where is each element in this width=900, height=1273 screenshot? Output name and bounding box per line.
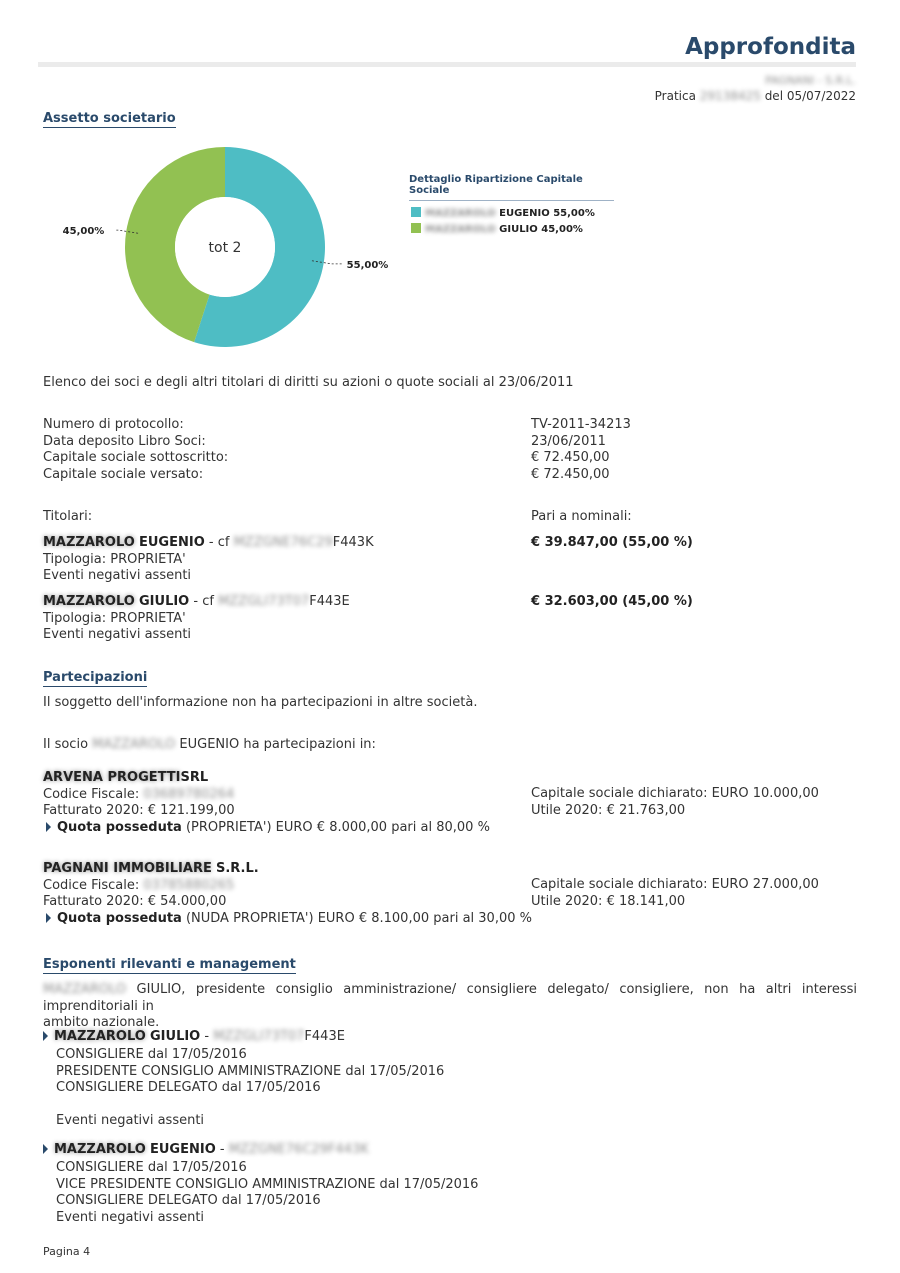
person-eugenio-header: [43, 1142, 369, 1159]
person-giulio-roles: [56, 1047, 444, 1097]
person-surname: MAZZAROLO: [54, 1142, 146, 1157]
titolari-label: Titolari:: [43, 509, 93, 524]
field-value: TV-2011-34213: [531, 417, 631, 432]
ownership-donut-chart: [40, 140, 400, 355]
person-cf-tail: F443E: [304, 1029, 345, 1044]
holder-giulio: [43, 594, 350, 644]
company-fatturato: Fatturato 2020: € 121.199,00: [43, 803, 235, 818]
page-title: Approfondita: [685, 34, 856, 60]
holder-amount-giulio: € 32.603,00 (45,00 %): [531, 594, 693, 609]
legend-label: GIULIO 45,00%: [499, 224, 583, 235]
field-value: € 72.450,00: [531, 450, 610, 465]
company-cf-label: Codice Fiscale:: [43, 877, 140, 893]
company-name-blur: PAGNANI IMMOBILIARE: [43, 861, 212, 876]
pratica-line: [655, 89, 856, 103]
company-capitale: Capitale sociale dichiarato: EURO 27.000,00: [531, 877, 819, 892]
holder-eventi: Eventi negativi assenti: [43, 568, 192, 583]
socio-blur: MAZZAROLO: [92, 737, 176, 752]
quota-text: (NUDA PROPRIETA') EURO € 8.100,00 pari al 30,00 %: [181, 910, 532, 926]
legend-name-blur: MAZZAROLO: [425, 208, 496, 219]
soci-field-values: [531, 417, 631, 483]
person-eugenio-roles: [56, 1160, 478, 1226]
partecipazioni-socio-line: [43, 737, 376, 754]
section-assetto-heading: Assetto societario: [43, 111, 176, 126]
intro-line1: GIULIO, presidente consiglio amministrazione/ consigliere delegato/ consigliere, non ha altri interessi imprenditoriali in: [43, 982, 857, 1014]
field-value: € 72.450,00: [531, 466, 610, 482]
legend-name-blur: MAZZAROLO: [425, 224, 496, 235]
role-line: CONSIGLIERE DELEGATO dal 17/05/2016: [56, 1193, 321, 1208]
person-cf-blur: MZZGLI73T07: [213, 1029, 305, 1044]
intro-blur: MAZZAROLO: [43, 982, 127, 997]
person-cf-blur: MZZGNE76C29F443K: [228, 1142, 369, 1157]
legend-item-giulio: [411, 223, 583, 235]
company-fatturato: Fatturato 2020: € 54.000,00: [43, 894, 227, 909]
header-divider: [38, 62, 856, 67]
holder-name: GIULIO: [139, 594, 190, 609]
company-cf-blur: 03689780264: [143, 786, 235, 802]
company-name-tail: S.R.L.: [215, 861, 259, 876]
holder-surname: MAZZAROLO: [43, 594, 135, 609]
company-1-right: [531, 786, 819, 819]
caret-right-icon: [46, 913, 51, 923]
field-label: Capitale sociale versato:: [43, 466, 204, 482]
slice-percent-label: 45,00%: [62, 226, 105, 238]
field-label: Capitale sociale sottoscritto:: [43, 450, 229, 465]
person-sep: -: [215, 1142, 229, 1157]
person-name: EUGENIO: [150, 1142, 216, 1157]
pratica-number: 29138425: [699, 89, 761, 103]
company-name: PAGNANI - S.R.L.: [765, 74, 856, 87]
quota-label: Quota posseduta: [57, 910, 182, 926]
role-line: CONSIGLIERE dal 17/05/2016: [56, 1047, 247, 1062]
field-label: Data deposito Libro Soci:: [43, 433, 206, 449]
company-capitale: Capitale sociale dichiarato: EURO 10.000,00: [531, 786, 819, 801]
esponenti-intro: [43, 982, 857, 1032]
company-cf-label: Codice Fiscale:: [43, 786, 140, 802]
pratica-label: Pratica: [654, 89, 696, 103]
role-line: PRESIDENTE CONSIGLIO AMMINISTRAZIONE dal 17/05/2016: [56, 1063, 445, 1079]
company-2-right: [531, 877, 819, 910]
socio-prefix: Il socio: [43, 737, 89, 752]
holder-cf-tail: F443K: [332, 535, 374, 550]
person-name: GIULIO: [150, 1029, 201, 1044]
field-value: 23/06/2011: [531, 433, 606, 449]
chart-center-label: tot 2: [208, 240, 242, 256]
holder-tipologia: Tipologia: PROPRIETA': [43, 551, 186, 567]
holder-surname: MAZZAROLO: [43, 535, 135, 550]
caret-right-icon: [43, 1031, 48, 1041]
company-block-2: [43, 861, 532, 927]
role-line: VICE PRESIDENTE CONSIGLIO AMMINISTRAZIONE dal 17/05/2016: [56, 1176, 479, 1192]
role-line: CONSIGLIERE DELEGATO dal 17/05/2016: [56, 1080, 321, 1095]
holder-eugenio: [43, 535, 374, 585]
role-line: CONSIGLIERE dal 17/05/2016: [56, 1160, 247, 1175]
nominali-label: Pari a nominali:: [531, 509, 632, 524]
page-number: Pagina 4: [43, 1245, 91, 1258]
slice-percent-label: 55,00%: [346, 259, 389, 271]
chart-legend-title: Dettaglio Ripartizione Capitale Sociale: [409, 174, 614, 201]
company-block-1: [43, 770, 490, 836]
intro-line2: ambito nazionale.: [43, 1015, 160, 1030]
person-giulio-eventi: Eventi negativi assenti: [56, 1113, 205, 1128]
soci-intro: Elenco dei soci e degli altri titolari di diritti su azioni o quote sociali al 23/06/2011: [43, 375, 574, 390]
holder-cf-label: - cf: [189, 594, 219, 609]
field-label: Numero di protocollo:: [43, 417, 184, 432]
company-utile: Utile 2020: € 21.763,00: [531, 802, 686, 818]
soci-field-labels: [43, 417, 228, 483]
holder-cf-label: - cf: [204, 535, 234, 550]
company-utile: Utile 2020: € 18.141,00: [531, 893, 686, 909]
legend-swatch: [411, 207, 421, 217]
company-name-tail: SRL: [180, 770, 209, 785]
quota-text: (PROPRIETA') EURO € 8.000,00 pari al 80,00 %: [181, 819, 490, 835]
holder-tipologia: Tipologia: PROPRIETA': [43, 610, 186, 626]
holder-amount-eugenio: € 39.847,00 (55,00 %): [531, 535, 693, 550]
section-esponenti-heading: Esponenti rilevanti e management: [43, 957, 296, 972]
caret-right-icon: [43, 1144, 48, 1154]
holder-cf-tail: F443E: [309, 594, 350, 609]
pratica-date: del 05/07/2022: [764, 89, 856, 103]
person-surname: MAZZAROLO: [54, 1029, 146, 1044]
legend-label: EUGENIO 55,00%: [499, 208, 595, 219]
partecipazioni-none: Il soggetto dell'informazione non ha partecipazioni in altre società.: [43, 695, 478, 710]
person-sep: -: [200, 1029, 214, 1044]
caret-right-icon: [46, 822, 51, 832]
holder-eventi: Eventi negativi assenti: [43, 627, 192, 642]
holder-cf-blur: MZZGNE76C29: [233, 535, 333, 550]
person-eventi: Eventi negativi assenti: [56, 1209, 205, 1225]
legend-swatch: [411, 223, 421, 233]
holder-name: EUGENIO: [139, 535, 205, 550]
company-cf-blur: 03785880265: [143, 877, 235, 893]
person-giulio-header: [43, 1029, 345, 1046]
legend-item-eugenio: [411, 207, 595, 219]
quota-label: Quota posseduta: [57, 819, 182, 835]
socio-suffix: EUGENIO ha partecipazioni in:: [179, 737, 376, 752]
holder-cf-blur: MZZGLI73T07: [218, 594, 310, 609]
section-partecipazioni-heading: Partecipazioni: [43, 670, 148, 685]
company-name-blur: ARVENA PROGETTI: [43, 770, 181, 785]
